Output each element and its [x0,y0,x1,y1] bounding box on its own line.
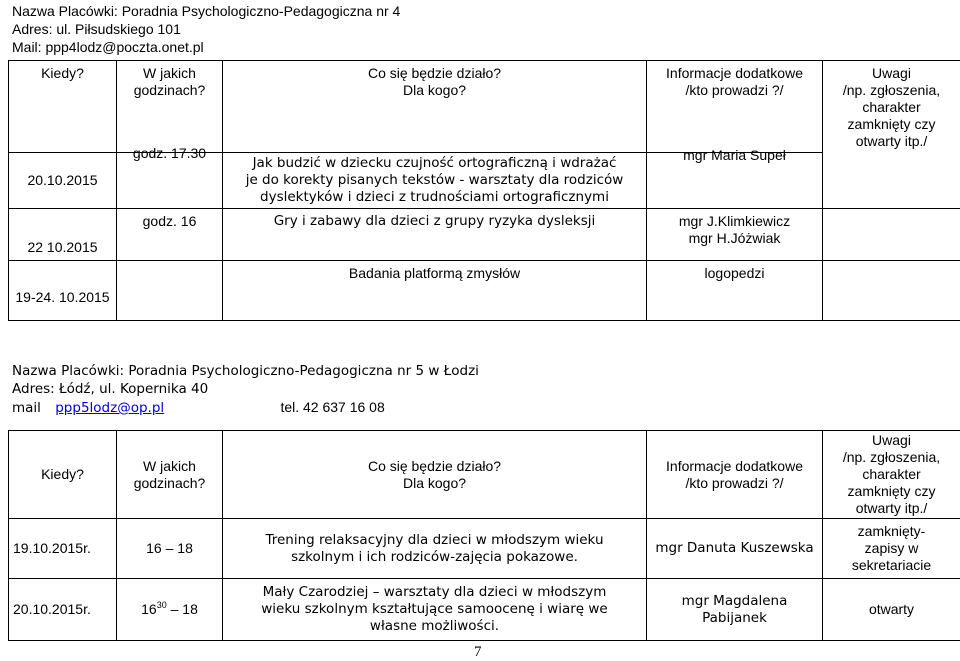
cell-time: godz. 17.30 [117,145,223,201]
facility-address: Adres: Łódź, ul. Kopernika 40 [12,380,479,398]
col-notes: Uwagi /np. zgłoszenia, charakter zamknięty czy otwarty itp./ [823,431,960,519]
col-what: Co się będzie działo? Dla kogo? [223,431,647,519]
cell-date: 22 10.2015 [9,209,117,261]
cell-notes [823,209,960,261]
cell-info: logopedzi [647,261,823,321]
cell-info: mgr Maria Supeł [647,147,823,203]
cell-date: 19.10.2015r. [9,519,117,579]
table-row [9,209,960,261]
cell-what: Mały Czarodziej – warsztaty dla dzieci w młodszym wieku szkolnym kształtujące samoocenę i wiarę we własne możliwości. [223,579,647,641]
table-row [9,153,960,209]
cell-time: 16 – 18 [117,519,223,579]
cell-what: Jak budzić w dziecku czujność ortograficzną i wdrażać je do korekty pisanych tekstów - warsztaty dla rodziców dyslektyków i dzieci z trudnościami ortograficznymi [223,153,647,209]
cell-info: mgr Magdalena Pabijanek [647,579,823,641]
cell-what: Badania platformą zmysłów [223,261,647,321]
cell-time: godz. 16 [117,209,223,261]
cell-notes [823,261,960,321]
table-header-row [9,61,960,153]
header-facility-5 [12,362,479,417]
cell-date: 20.10.2015r. [9,579,117,641]
col-hours: W jakich godzinach? [117,431,223,519]
cell-what: Gry i zabawy dla dzieci z grupy ryzyka dysleksji [223,209,647,261]
facility-contact [12,398,479,417]
cell-notes: zamknięty- zapisy w sekretariacie [823,519,960,579]
facility-tel: tel. 42 637 16 08 [280,399,384,415]
col-what: Co się będzie działo? Dla kogo? [223,61,647,153]
facility-address: Adres: ul. Piłsudskiego 101 [12,20,400,38]
events-table-1 [8,60,960,321]
cell-time: $16^{30} - 18$ [117,579,223,641]
cell-info: mgr J.Klimkiewicz mgr H.Jóżwiak [647,209,823,261]
facility-mail: Mail: ppp4lodz@poczta.onet.pl [12,38,400,56]
table-header-row [9,431,960,519]
cell-notes: otwarty [823,579,960,641]
table-row [9,261,960,321]
mail-link[interactable]: ppp5lodz@op.pl [55,400,164,416]
cell-date: 20.10.2015 [9,153,117,209]
col-when: Kiedy? [9,431,117,519]
table-row [9,519,960,579]
page-number: 7 [474,644,482,661]
cell-info: mgr Danuta Kuszewska [647,519,823,579]
col-info: Informacje dodatkowe /kto prowadzi ?/ [647,431,823,519]
cell-date: 19-24. 10.2015 [9,261,117,321]
mail-label: mail [12,400,41,416]
table-row [9,579,960,641]
col-notes: Uwagi /np. zgłoszenia, charakter zamknięty czy otwarty itp./ [823,61,960,209]
cell-time [117,261,223,321]
cell-what: Trening relaksacyjny dla dzieci w młodszym wieku szkolnym i ich rodziców-zajęcia pokazowe. [223,519,647,579]
col-hours: W jakich godzinach? [117,61,223,153]
facility-name: Nazwa Placówki: Poradnia Psychologiczno-Pedagogiczna nr 4 [12,2,400,20]
header-facility-4 [12,2,400,56]
events-table-2 [8,430,960,641]
col-info: Informacje dodatkowe /kto prowadzi ?/ [647,61,823,153]
facility-name: Nazwa Placówki: Poradnia Psychologiczno-Pedagogiczna nr 5 w Łodzi [12,362,479,380]
col-when: Kiedy? [9,61,117,153]
